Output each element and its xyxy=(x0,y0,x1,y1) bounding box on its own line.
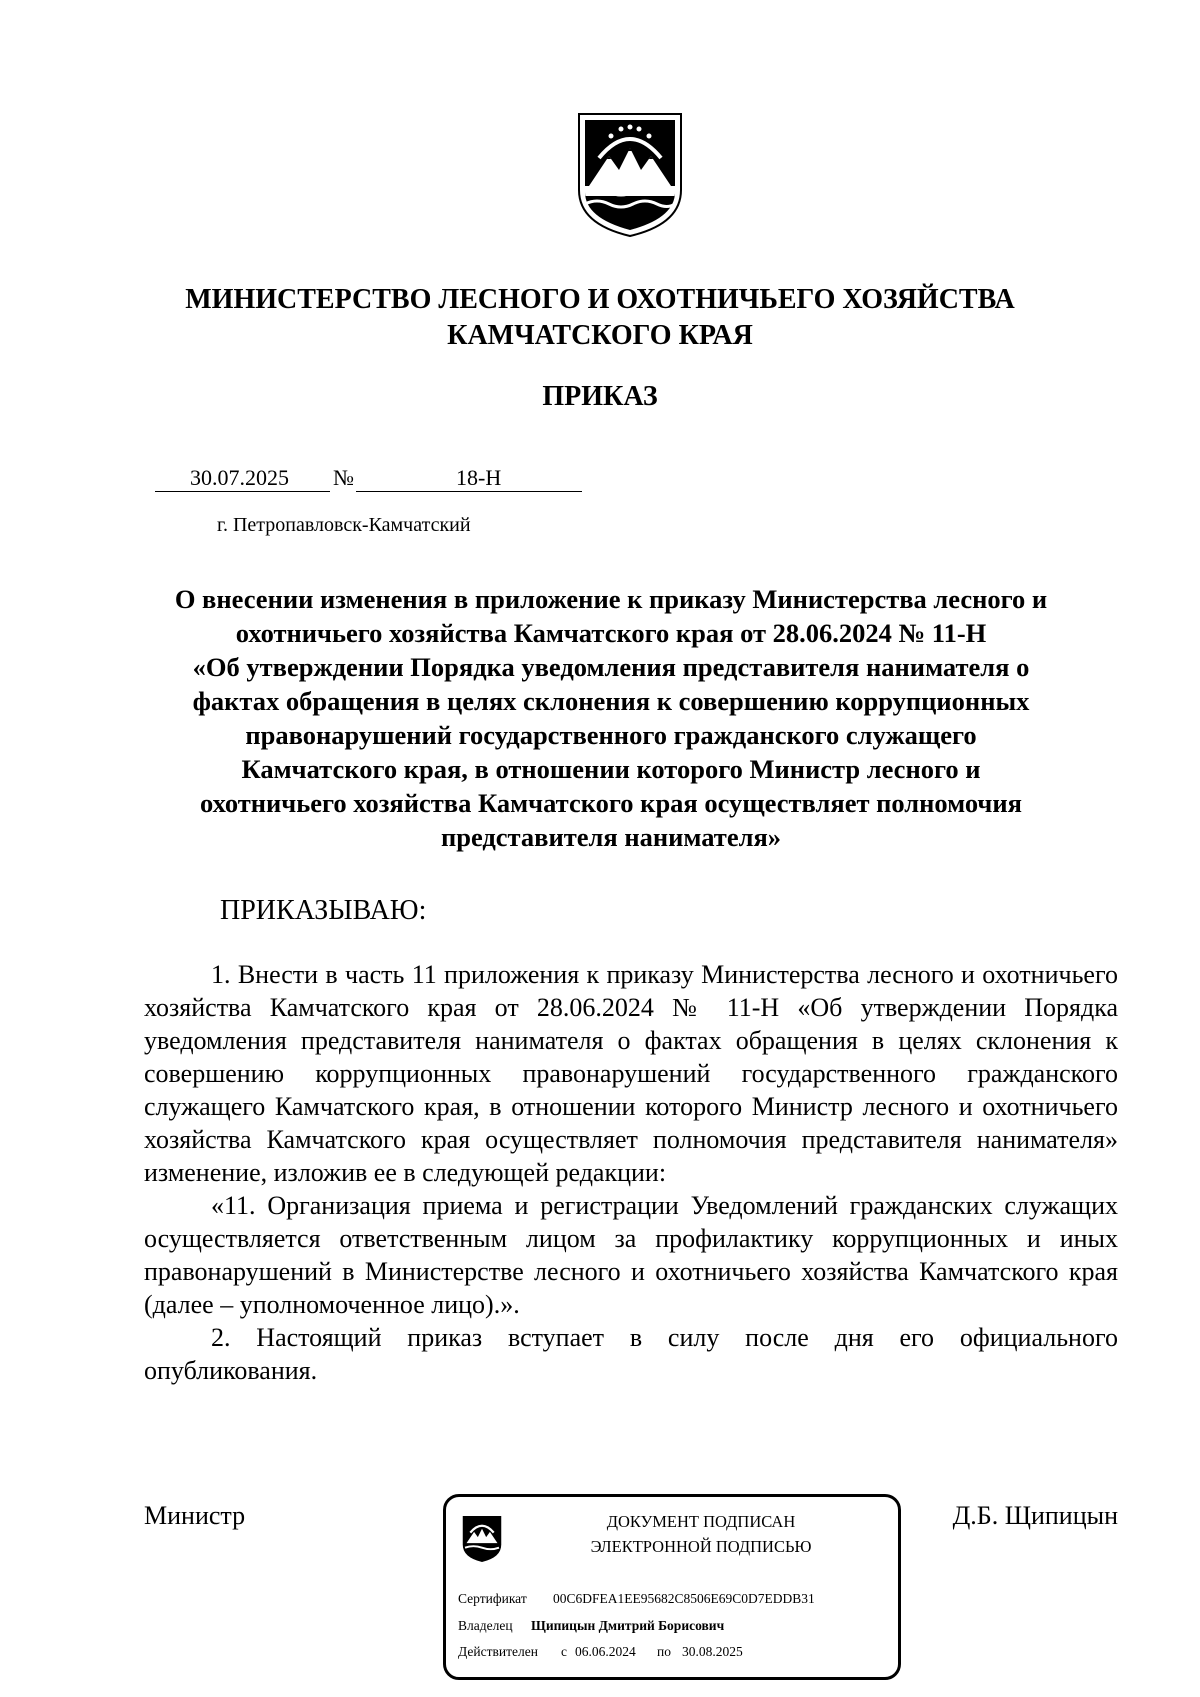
title-line: охотничьего хозяйства Камчатского края от 28.06.2024 № 11-Н xyxy=(235,618,987,648)
electronic-signature-stamp xyxy=(443,1494,901,1680)
date-underline xyxy=(155,491,330,492)
document-type: ПРИКАЗ xyxy=(542,381,658,412)
city: г. Петропавловск-Камчатский xyxy=(217,514,471,536)
body-paragraph-1: 1. Внести в часть 11 приложения к приказу Министерства лесного и охотничьего хозяйства Камчатского края от 28.06.2024 № 11-Н «Об утверждении Порядка уведомления представителя нанимателя о фактах обращения в целях склонения к совершению коррупционных правонарушений государственного гражданского служащего Камчатского края, в отношении которого Министр лесного и охотничьего хозяйства Камчатского края осуществляет полномочия представителя нанимателя» изменение, изложив ее в следующей редакции: xyxy=(144,960,1118,1187)
stamp-heading-line-2: ЭЛЕКТРОННОЙ ПОДПИСЬЮ xyxy=(590,1537,812,1556)
order-date: 30.07.2025 xyxy=(190,465,289,490)
order-number: 18-Н xyxy=(456,465,502,490)
valid-to-prefix: по xyxy=(657,1644,671,1659)
number-underline xyxy=(356,491,582,492)
signer-position: Министр xyxy=(144,1501,246,1530)
order-word: ПРИКАЗЫВАЮ: xyxy=(220,895,427,926)
owner-label: Владелец xyxy=(458,1618,513,1633)
signer-name: Д.Б. Щипицын xyxy=(952,1501,1118,1530)
number-sign: № xyxy=(333,465,354,490)
ministry-name xyxy=(0,282,1200,354)
title-line: фактах обращения в целях склонения к совершению коррупционных xyxy=(192,686,1030,716)
title-line: «Об утверждении Порядка уведомления представителя нанимателя о xyxy=(192,652,1030,682)
valid-from: 06.06.2024 xyxy=(575,1644,636,1659)
valid-to: 30.08.2025 xyxy=(682,1644,743,1659)
valid-from-prefix: с xyxy=(561,1644,567,1659)
title-line: представителя нанимателя» xyxy=(440,822,782,852)
certificate-value: 00C6DFEA1EE95682C8506E69C0D7EDDB31 xyxy=(553,1591,815,1606)
stamp-emblem-icon xyxy=(462,1515,502,1563)
certificate-label: Сертификат xyxy=(458,1591,527,1606)
ministry-name-line-1: МИНИСТЕРСТВО ЛЕСНОГО И ОХОТНИЧЬЕГО ХОЗЯЙСТВА xyxy=(185,284,1015,315)
body-paragraph-3: 2. Настоящий приказ вступает в силу после дня его официального опубликования. xyxy=(144,1323,1118,1385)
validity-label: Действителен xyxy=(458,1644,538,1659)
title-line: правонарушений государственного гражданского служащего xyxy=(245,720,977,750)
ministry-name-line-2: КАМЧАТСКОГО КРАЯ xyxy=(447,320,753,351)
document-body xyxy=(144,958,1118,1387)
owner-value: Щипицын Дмитрий Борисович xyxy=(531,1618,725,1633)
stamp-heading-line-1: ДОКУМЕНТ ПОДПИСАН xyxy=(606,1512,796,1531)
kamchatka-coat-of-arms-icon xyxy=(577,112,683,238)
document-title xyxy=(150,582,1072,854)
title-line: охотничьего хозяйства Камчатского края осуществляет полномочия xyxy=(200,788,1022,818)
title-line: Камчатского края, в отношении которого Министр лесного и xyxy=(241,754,981,784)
body-paragraph-2: «11. Организация приема и регистрации Уведомлений гражданских служащих осуществляется ответственным лицом за профилактику коррупционных и иных правонарушений в Министерстве лесного и охотничьего хозяйства Камчатского края (далее – уполномоченное лицо).». xyxy=(144,1191,1118,1319)
title-line: О внесении изменения в приложение к приказу Министерства лесного и xyxy=(174,584,1048,614)
